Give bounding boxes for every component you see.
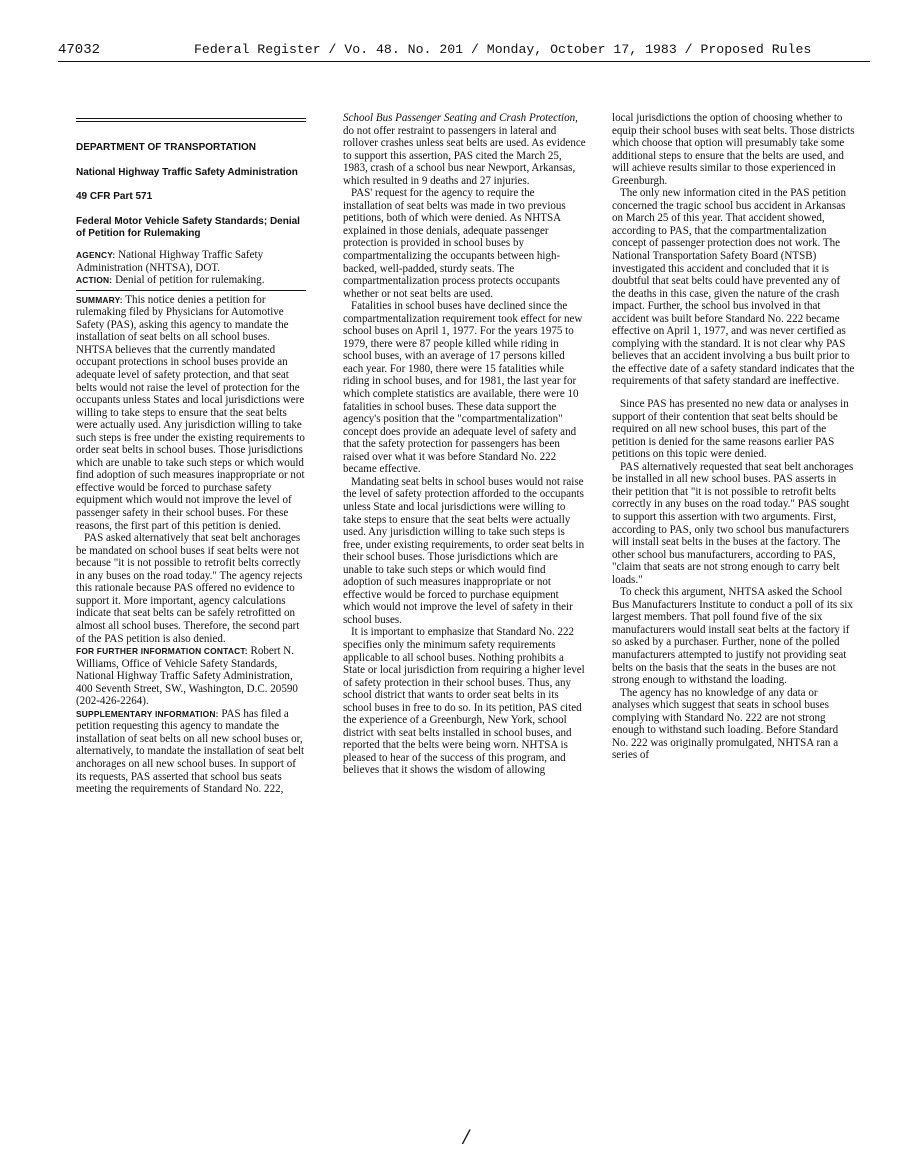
summary-label: SUMMARY: bbox=[76, 294, 123, 305]
agency-label: AGENCY: bbox=[76, 250, 116, 261]
summary-paragraph bbox=[76, 294, 306, 532]
agency-text: National Highway Traffic Safety Administration (NHTSA), DOT. bbox=[76, 249, 264, 274]
supplementary-label: SUPPLEMENTARY INFORMATION: bbox=[76, 708, 219, 719]
running-title: Federal Register / Vo. 48. No. 201 / Monday, October 17, 1983 / Proposed Rules bbox=[194, 42, 812, 57]
cfr-part: 49 CFR Part 571 bbox=[76, 190, 153, 202]
col2-paragraph-4: Mandating seat belts in school buses would not raise the level of safety protection afforded to the occupants unless State and local jurisdictions were willing to take steps to ensure that the seat belts were actually used. Any jurisdiction willing to take such steps is free, under existing requirements, to order seat belts in their school buses. Those jurisdictions which are unable to take such steps or which would find adoption of such measures inappropriate or not effective would be forced to purchase equipment which would not improve the level of safety in their school buses. bbox=[343, 475, 585, 626]
paragraph-gap bbox=[612, 388, 856, 398]
col2-paragraph-1 bbox=[343, 112, 586, 187]
col3-paragraph-5: To check this argument, NHTSA asked the School Bus Manufacturers Institute to conduct a poll of its six largest members. That poll found five of the six manufacturers would install seat belts at the factory if so asked by a purchaser. Further, none of the polled manufacturers attempted to justify not providing seat belts on the basis that the seats in the buses are not strong enough to withstand the loading. bbox=[612, 586, 853, 687]
col3-paragraph-2: The only new information cited in the PAS petition concerned the tragic school bus accident in Arkansas on March 25 of this year. That accident showed, according to PAS, that the compartmentalization concept of passenger protection does not work. The National Transportation Safety Board (NTSB) investigated this accident and concluded that it is doubtful that seat belts could have prevented any of the deaths in this case, given the nature of the crash impact. Further, the school bus involved in that accident was built before Standard No. 222 became effective on April 1, 1977, and was never certified as complying with the standard. It is not clear why PAS believes that an accident involving a bus built prior to the effective date of a safety standard indicates that the requirements of that safety standard are ineffective. bbox=[612, 187, 855, 388]
summary-paragraph-2: PAS asked alternatively that seat belt anchorages be mandated on school buses if seat belts were not because "it is not possible to retrofit belts correctly in any buses on the road today." The agency rejects this rationale because PAS offered no evidence to support it. More important, agency calculations indicate that seat belts can be safely retrofitted on almost all school buses. Therefore, the second part of the PAS petition is also denied. bbox=[76, 532, 303, 645]
action-label: ACTION: bbox=[76, 275, 113, 286]
col2-paragraph-3: Fatalities in school buses have declined since the compartmentalization requirement took effect for new school buses on April 1, 1977. For the years 1975 to 1979, there were 87 people killed while riding in school buses, with an average of 17 persons killed each year. For 1980, there were 15 fatalities while riding in school buses, and for 1981, the last year for which complete statistics are available, there were 10 fatalities in school buses. These data support the agency's position that the "compartmentalization" concept does provide an adequate level of safety and that the safety protection for passengers has been raised over what it was before Standard No. 222 became effective. bbox=[343, 300, 583, 476]
section-rules bbox=[76, 118, 306, 122]
col2-paragraph-5: It is important to emphasize that Standard No. 222 specifies only the minimum safety requirements applicable to all school buses. Nothing prohibits a State or local jurisdiction from requiring a higher level of safety protection in their school buses. Thus, any school district that wants to order seat belts in its school buses in free to do so. In its petition, PAS cited the experience of a Greenburgh, New York, school district with seat belts installed in school buses, and reported that the belts were being worn. NHTSA is pleased to hear of the success of this program, and believes that it shows the wisdom of allowing bbox=[343, 626, 585, 777]
department-heading: DEPARTMENT OF TRANSPORTATION bbox=[76, 142, 256, 153]
col2-paragraph-2: PAS' request for the agency to require the installation of seat belts was made in two previous petitions, both of which were denied. As NHTSA explained in those denials, adequate passenger protection is provided in school buses by compartmentalizing the occupants between high-backed, well-padded, sturdy seats. The compartmentalization process protects occupants whether or not seat belts are used. bbox=[343, 187, 566, 300]
col3-paragraph-4: PAS alternatively requested that seat belt anchorages be installed in all new school buses. PAS asserts in their petition that "it is not possible to retrofit belts correctly in any buses on the road today." PAS sought to support this assertion with two arguments. First, according to PAS, only two school bus manufacturers will install seat belts in the buses at the factory. The other school bus manufacturers, according to PAS, "claim that seats are not strong enough to carry belt loads." bbox=[612, 460, 854, 586]
action-line bbox=[76, 274, 306, 287]
contact-label: FOR FURTHER INFORMATION CONTACT: bbox=[76, 646, 248, 657]
agency-line bbox=[76, 249, 306, 274]
column-2 bbox=[343, 112, 586, 777]
meta-divider bbox=[76, 290, 306, 291]
col3-paragraph-3: Since PAS has presented no new data or analyses in support of their contention that seat belts should be required on all new school buses, this part of the petition is denied for the same reasons earlier PAS petitions on this topic were denied. bbox=[612, 398, 849, 461]
page-number: 47032 bbox=[58, 42, 101, 58]
supplementary-text: PAS has filed a petition requesting this agency to mandate the installation of seat belts on all new school buses or, alternatively, to mandate the installation of seat belt anchorages on all new school buses. In support of its requests, PAS asserted that school bus seats meeting the requirements of Standard No. 222, bbox=[76, 707, 305, 796]
contact-text: Robert N. Williams, Office of Vehicle Safety Standards, National Highway Traffic Safety Administration, 400 Seventh Street, SW., Washington, D.C. 20590 (202-426-2264). bbox=[76, 645, 298, 708]
header-rule bbox=[58, 61, 870, 62]
standard-title-italic: School Bus Passenger Seating and Crash Protection, bbox=[343, 112, 578, 124]
supplementary-paragraph bbox=[76, 708, 306, 796]
summary-text: This notice denies a petition for rulemaking filed by Physicians for Automotive Safety (PAS), asking this agency to mandate the installation of seat belts on all school buses. NHTSA believes that the currently mandated occupant protections in school buses provide an adequate level of safety protection, and that seat belts would not raise the level of protection for the occupants unless States and local jurisdictions were willing to take steps to ensure that the seat belts were actually used. Any jurisdiction willing to take such steps is free under the existing requirements to order seat belts in school buses. Those jurisdictions which are unable to take such steps or which would find adoption of such measures inappropriate or not effective would be forced to purchase safety equipment which would not improve the level of passenger safety in their school buses. For these reasons, the first part of this petition is denied. bbox=[76, 293, 305, 532]
action-text: Denial of petition for rulemaking. bbox=[115, 274, 265, 287]
footer-mark: / bbox=[463, 1124, 470, 1149]
document-title: Federal Motor Vehicle Safety Standards; Denial of Petition for Rulemaking bbox=[76, 216, 300, 240]
sub-agency-heading: National Highway Traffic Safety Administration bbox=[76, 166, 298, 178]
running-header bbox=[58, 40, 870, 64]
col3-paragraph-1: local jurisdictions the option of choosing whether to equip their school buses with seat belts. Those districts which choose that option will presumably take some additional steps to ensure that the belts are used, and will achieve results similar to those experienced in Greenburgh. bbox=[612, 112, 855, 187]
col2-paragraph-1-text: do not offer restraint to passengers in lateral and rollover crashes unless seat belts are used. As evidence to support this assertion, PAS cited the March 25, 1983, crash of a school bus near Newport, Arkansas, which resulted in 9 deaths and 27 injuries. bbox=[343, 124, 586, 187]
contact-paragraph bbox=[76, 645, 306, 708]
col3-paragraph-6: The agency has no knowledge of any data or analyses which suggest that seats in school buses complying with Standard No. 222 are not strong enough to withstand such loading. Before Standard No. 222 was originally promulgated, NHTSA ran a series of bbox=[612, 686, 839, 762]
column-3 bbox=[612, 112, 856, 762]
column-1 bbox=[76, 112, 306, 796]
